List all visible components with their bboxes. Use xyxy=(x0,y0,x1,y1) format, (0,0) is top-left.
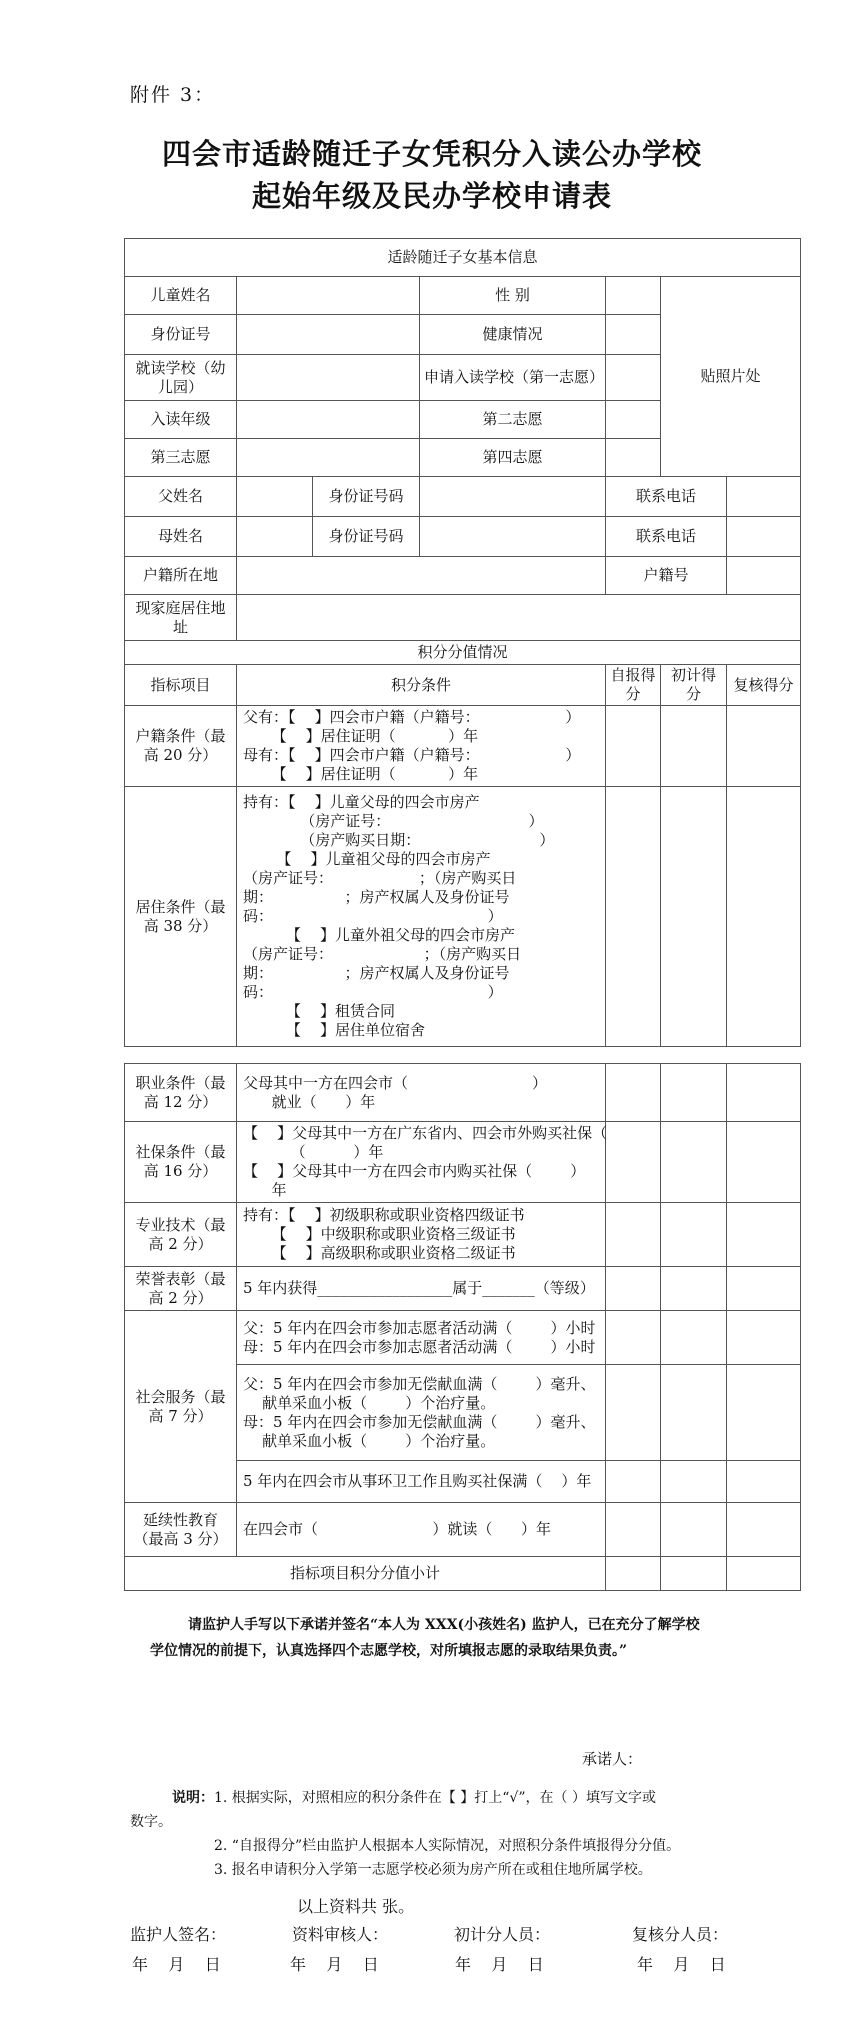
row-item-label: 荣誉表彰（最高 2 分） xyxy=(125,1267,237,1311)
enroll-grade-label: 入读年级 xyxy=(125,401,237,439)
condition-line: 【 】居住证明（ ）年 xyxy=(243,727,479,745)
promisor-signature-label: 承诺人： xyxy=(582,1750,643,1768)
condition-line: 父有：【 】四会市户籍（户籍号： ） xyxy=(243,708,581,726)
condition-line: 父：5 年内在四会市参加无偿献血满（ ）毫升、 xyxy=(243,1374,596,1393)
father-phone-field[interactable] xyxy=(727,477,801,517)
row-item-label: 延续性教育（最高 3 分） xyxy=(125,1503,237,1557)
condition-line: 【 】父母其中一方在广东省内、四会市外购买社保（ xyxy=(243,1124,608,1142)
condition-line: （房产购买日期： ） xyxy=(243,831,555,849)
row-item-label: 社会服务（最高 7 分） xyxy=(125,1311,237,1503)
row-item-label: 户籍条件（最高 20 分） xyxy=(125,706,237,787)
initial-score-cell[interactable] xyxy=(661,1311,727,1365)
condition-line: （房产证号： ；（房产购买日 xyxy=(243,945,522,963)
note-1-continued: 数字。 xyxy=(130,1814,172,1830)
review-score-cell[interactable] xyxy=(727,1267,801,1311)
volunteer-condition[interactable] xyxy=(237,1311,606,1365)
review-score-cell[interactable] xyxy=(727,1503,801,1557)
father-id-label: 身份证号码 xyxy=(313,477,420,517)
self-score-cell[interactable] xyxy=(606,1203,661,1267)
condition-line: 【 】租赁合同 xyxy=(243,1002,395,1020)
col-condition-header: 积分条件 xyxy=(237,665,606,706)
third-choice-field[interactable] xyxy=(237,439,420,477)
reviewer-label: 资料审核人： xyxy=(292,1925,389,1944)
recheck-scorer-label: 复核分人员： xyxy=(632,1925,729,1944)
mother-phone-label: 联系电话 xyxy=(606,517,727,557)
initial-score-cell[interactable] xyxy=(661,1267,727,1311)
condition-line: （ ）年 xyxy=(243,1143,384,1161)
self-subtotal-cell[interactable] xyxy=(606,1557,661,1591)
condition-line: 献单采血小板（ ）个治疗量。 xyxy=(243,1431,496,1450)
mother-id-label: 身份证号码 xyxy=(313,517,420,557)
initial-score-cell[interactable] xyxy=(661,1064,727,1122)
application-form-table-continued xyxy=(124,1063,801,1591)
col-initial-header: 初计得分 xyxy=(661,665,727,706)
address-label: 现家庭居住地址 xyxy=(125,595,237,641)
self-score-cell[interactable] xyxy=(606,1311,661,1365)
review-subtotal-cell[interactable] xyxy=(727,1557,801,1591)
initial-score-cell[interactable] xyxy=(661,1122,727,1203)
third-choice-label: 第三志愿 xyxy=(125,439,237,477)
review-score-cell[interactable] xyxy=(727,706,801,787)
col-item-header: 指标项目 xyxy=(125,665,237,706)
condition-line: 母：5 年内在四会市参加无偿献血满（ ）毫升、 xyxy=(243,1412,596,1431)
photo-label: 贴照片处 xyxy=(700,367,761,385)
enroll-grade-field[interactable] xyxy=(237,401,420,439)
father-name-field[interactable] xyxy=(237,477,313,517)
review-score-cell[interactable] xyxy=(727,1311,801,1365)
form-title-line1: 四会市适龄随迁子女凭积分入读公办学校 xyxy=(161,137,702,171)
self-score-cell[interactable] xyxy=(606,1064,661,1122)
fourth-choice-field[interactable] xyxy=(606,439,661,477)
initial-score-cell[interactable] xyxy=(661,1503,727,1557)
hukou-condition[interactable] xyxy=(237,706,606,787)
review-score-cell[interactable] xyxy=(727,1064,801,1122)
child-name-label: 儿童姓名 xyxy=(125,277,237,315)
row-item-label: 社保条件（最高 16 分） xyxy=(125,1122,237,1203)
health-field[interactable] xyxy=(606,315,661,355)
condition-line: 母：5 年内在四会市参加志愿者活动满（ ）小时 xyxy=(243,1337,596,1356)
gender-field[interactable] xyxy=(606,277,661,315)
application-form-table xyxy=(124,238,801,1047)
condition-line: 【 】中级职称或职业资格三级证书 xyxy=(243,1225,516,1243)
condition-line: 期： ；房产权属人及身份证号 xyxy=(243,888,510,906)
condition-line: 父：5 年内在四会市参加志愿者活动满（ ）小时 xyxy=(243,1318,596,1337)
hukou-location-label: 户籍所在地 xyxy=(125,557,237,595)
father-id-field[interactable] xyxy=(420,477,606,517)
blood-donation-condition[interactable] xyxy=(237,1365,606,1461)
hukou-number-field[interactable] xyxy=(727,557,801,595)
hukou-number-label: 户籍号 xyxy=(606,557,727,595)
condition-line: 【 】高级职称或职业资格二级证书 xyxy=(243,1244,516,1262)
condition-line: 年 xyxy=(243,1181,287,1199)
review-score-cell[interactable] xyxy=(727,1203,801,1267)
review-score-cell[interactable] xyxy=(727,1365,801,1461)
reviewer-date: 年 月 日 xyxy=(290,1955,379,1974)
initial-subtotal-cell[interactable] xyxy=(661,1557,727,1591)
form-title-line2: 起始年级及民办学校申请表 xyxy=(251,179,612,213)
note-1: 1. 根据实际，对照相应的积分条件在【 】打上“√”，在（ ）填写文字或 xyxy=(214,1790,656,1806)
condition-line: 父母其中一方在四会市（ ） xyxy=(243,1073,547,1092)
current-school-label: 就读学校（幼儿园） xyxy=(125,355,237,401)
recheck-date: 年 月 日 xyxy=(637,1955,726,1974)
note-2: 2. “自报得分”栏由监护人根据本人实际情况，对照积分条件填报得分分值。 xyxy=(214,1838,681,1854)
condition-line: 【 】居住单位宿舍 xyxy=(243,1021,425,1039)
second-choice-label: 第二志愿 xyxy=(420,401,606,439)
attachment-label: 附件 3： xyxy=(130,84,216,106)
condition-line: 持有：【 】儿童父母的四会市房产 xyxy=(243,793,480,811)
initial-score-cell[interactable] xyxy=(661,706,727,787)
mother-phone-field[interactable] xyxy=(727,517,801,557)
mother-id-field[interactable] xyxy=(420,517,606,557)
notes-section xyxy=(130,1786,750,1882)
promise-line: 请监护人手写以下承诺并签名“本人为 XXX(小孩姓名) 监护人，已在充分了解学校 xyxy=(188,1617,700,1633)
row-item-label: 专业技术（最高 2 分） xyxy=(125,1203,237,1267)
sanitation-condition[interactable] xyxy=(237,1461,606,1503)
social-insurance-condition[interactable] xyxy=(237,1122,606,1203)
continuing-education-condition[interactable] xyxy=(237,1503,606,1557)
condition-line: （房产证号： ） xyxy=(243,812,544,830)
points-header: 积分分值情况 xyxy=(125,641,801,665)
col-review-header: 复核得分 xyxy=(727,665,801,706)
self-score-cell[interactable] xyxy=(606,706,661,787)
condition-line: 持有：【 】初级职称或职业资格四级证书 xyxy=(243,1206,525,1224)
condition-line: 献单采血小板（ ）个治疗量。 xyxy=(243,1393,496,1412)
condition-line: 【 】儿童外祖父母的四会市房产 xyxy=(243,926,515,944)
professional-condition[interactable] xyxy=(237,1203,606,1267)
self-score-cell[interactable] xyxy=(606,1267,661,1311)
mother-name-label: 母姓名 xyxy=(125,517,237,557)
id-number-field[interactable] xyxy=(237,315,420,355)
father-phone-label: 联系电话 xyxy=(606,477,727,517)
condition-line: 【 】儿童祖父母的四会市房产 xyxy=(243,850,491,868)
photo-area[interactable] xyxy=(661,277,801,477)
self-score-cell[interactable] xyxy=(606,1503,661,1557)
col-self-header: 自报得分 xyxy=(606,665,661,706)
father-name-label: 父姓名 xyxy=(125,477,237,517)
condition-line: 在四会市（ ）就读（ ）年 xyxy=(243,1520,552,1538)
review-score-cell[interactable] xyxy=(727,1122,801,1203)
initial-scorer-label: 初计分人员： xyxy=(454,1925,551,1944)
promise-line: 学位情况的前提下，认真选择四个志愿学校，对所填报志愿的录取结果负责。” xyxy=(150,1643,628,1659)
child-name-field[interactable] xyxy=(237,277,420,315)
employment-condition[interactable] xyxy=(237,1064,606,1122)
condition-line: 【 】父母其中一方在四会市内购买社保（ ） xyxy=(243,1162,586,1180)
condition-line: 5 年内获得__________________属于_______（等级） xyxy=(243,1279,595,1297)
self-score-cell[interactable] xyxy=(606,1461,661,1503)
self-score-cell[interactable] xyxy=(606,1122,661,1203)
guardian-date: 年 月 日 xyxy=(132,1955,221,1974)
condition-line: 5 年内在四会市从事环卫工作且购买社保满（ ）年 xyxy=(243,1472,592,1490)
honor-condition[interactable] xyxy=(237,1267,606,1311)
basic-info-header: 适龄随迁子女基本信息 xyxy=(125,239,801,277)
initial-score-cell[interactable] xyxy=(661,1461,727,1503)
mother-name-field[interactable] xyxy=(237,517,313,557)
row-item-label: 居住条件（最高 38 分） xyxy=(125,787,237,1047)
initial-score-cell[interactable] xyxy=(661,1203,727,1267)
condition-line: 母有：【 】四会市户籍（户籍号： ） xyxy=(243,746,581,764)
hukou-location-field[interactable] xyxy=(237,557,606,595)
condition-line: 就业（ ）年 xyxy=(243,1092,376,1111)
second-choice-field[interactable] xyxy=(606,401,661,439)
condition-line: 【 】居住证明（ ）年 xyxy=(243,765,479,783)
apply-school-field[interactable] xyxy=(606,355,661,401)
guardian-promise xyxy=(150,1612,740,1664)
initial-score-cell[interactable] xyxy=(661,787,727,1047)
address-field[interactable] xyxy=(237,595,801,641)
initial-score-cell[interactable] xyxy=(661,1365,727,1461)
notes-label: 说明： xyxy=(172,1790,214,1806)
residence-condition[interactable] xyxy=(237,787,606,1047)
review-score-cell[interactable] xyxy=(727,1461,801,1503)
gender-label: 性 别 xyxy=(420,277,606,315)
condition-line: 码： ） xyxy=(243,983,503,1001)
self-score-cell[interactable] xyxy=(606,1365,661,1461)
condition-line: 码： ） xyxy=(243,907,503,925)
self-score-cell[interactable] xyxy=(606,787,661,1047)
pages-count: 以上资料共 张。 xyxy=(297,1897,415,1916)
review-score-cell[interactable] xyxy=(727,787,801,1047)
health-label: 健康情况 xyxy=(420,315,606,355)
current-school-field[interactable] xyxy=(237,355,420,401)
id-number-label: 身份证号 xyxy=(125,315,237,355)
note-3: 3. 报名申请积分入学第一志愿学校必须为房产所在或租住地所属学校。 xyxy=(214,1862,652,1878)
condition-line: （房产证号： ；（房产购买日 xyxy=(243,869,517,887)
row-item-label: 职业条件（最高 12 分） xyxy=(125,1064,237,1122)
subtotal-label: 指标项目积分分值小计 xyxy=(125,1557,606,1591)
fourth-choice-label: 第四志愿 xyxy=(420,439,606,477)
apply-school-label: 申请入读学校（第一志愿） xyxy=(420,355,606,401)
guardian-signature-label: 监护人签名： xyxy=(130,1925,227,1944)
condition-line: 期： ；房产权属人及身份证号 xyxy=(243,964,510,982)
initial-date: 年 月 日 xyxy=(455,1955,544,1974)
